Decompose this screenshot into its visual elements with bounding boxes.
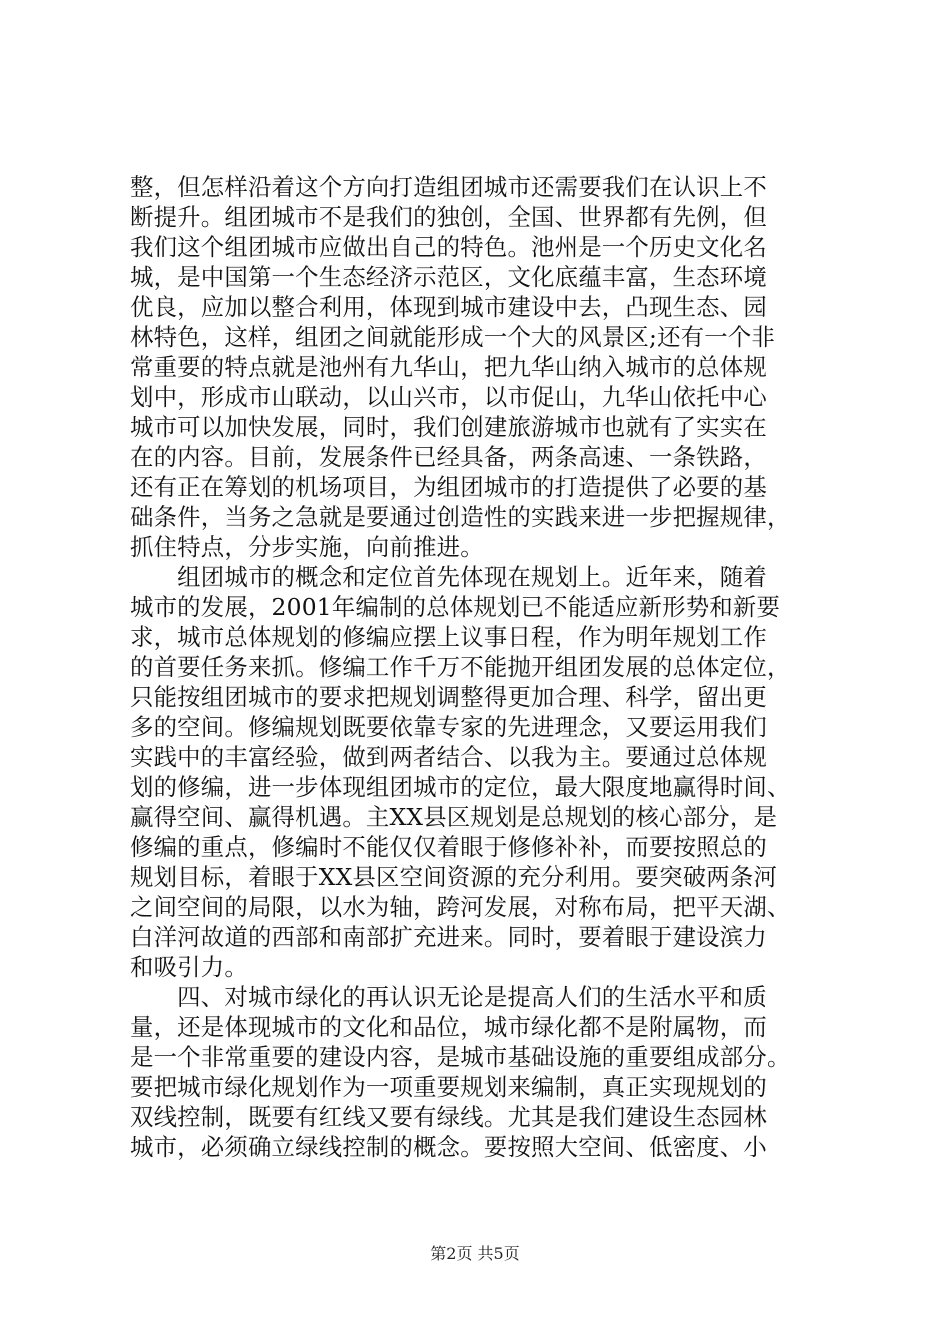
text-line: 划的修编，进一步体现组团城市的定位，最大限度地赢得时间、 <box>130 773 791 801</box>
text-line: 划中，形成市山联动，以山兴市，以市促山，九华山依托中心 <box>130 383 767 411</box>
text-line: 整，但怎样沿着这个方向打造组团城市还需要我们在认识上不 <box>130 173 767 201</box>
text-line: 常重要的特点就是池州有九华山，把九华山纳入城市的总体规 <box>130 353 767 381</box>
text-line: 在的内容。目前，发展条件已经具备，两条高速、一条铁路， <box>130 443 767 471</box>
text-line: 多的空间。修编规划既要依靠专家的先进理念，又要运用我们 <box>130 713 767 741</box>
text-line: 之间空间的局限，以水为轴，跨河发展，对称布局，把平天湖、 <box>130 893 791 921</box>
text-line: 还有正在筹划的机场项目，为组团城市的打造提供了必要的基 <box>130 473 767 501</box>
text-line: 城，是中国第一个生态经济示范区，文化底蕴丰富，生态环境 <box>130 263 767 291</box>
text-line: 量，还是体现城市的文化和品位，城市绿化都不是附属物，而 <box>130 1013 767 1041</box>
text-line: 双线控制，既要有红线又要有绿线。尤其是我们建设生态园林 <box>130 1103 767 1131</box>
text-line: 是一个非常重要的建设内容，是城市基础设施的重要组成部分。 <box>130 1043 791 1071</box>
text-line: 断提升。组团城市不是我们的独创，全国、世界都有先例，但 <box>130 203 767 231</box>
text-line: 优良，应加以整合利用，体现到城市建设中去，凸现生态、园 <box>130 293 767 321</box>
text-line: 础条件，当务之急就是要通过创造性的实践来进一步把握规律， <box>130 503 791 531</box>
text-line: 求，城市总体规划的修编应摆上议事日程，作为明年规划工作 <box>130 623 767 651</box>
text-line: 赢得空间、赢得机遇。主XX县区规划是总规划的核心部分，是 <box>130 803 778 831</box>
text-line: 组团城市的概念和定位首先体现在规划上。近年来，随着 <box>130 563 767 591</box>
text-line: 白洋河故道的西部和南部扩充进来。同时，要着眼于建设滨力 <box>130 923 767 951</box>
text-line: 修编的重点，修编时不能仅仅着眼于修修补补，而要按照总的 <box>130 833 767 861</box>
text-line: 城市可以加快发展，同时，我们创建旅游城市也就有了实实在 <box>130 413 767 441</box>
text-line: 城市，必须确立绿线控制的概念。要按照大空间、低密度、小 <box>130 1133 767 1161</box>
text-line: 实践中的丰富经验，做到两者结合、以我为主。要通过总体规 <box>130 743 767 771</box>
text-line: 抓住特点，分步实施，向前推进。 <box>130 533 484 561</box>
text-line: 的首要任务来抓。修编工作千万不能抛开组团发展的总体定位， <box>130 653 791 681</box>
text-line: 要把城市绿化规划作为一项重要规划来编制，真正实现规划的 <box>130 1073 767 1101</box>
text-line: 只能按组团城市的要求把规划调整得更加合理、科学，留出更 <box>130 683 767 711</box>
text-line: 四、对城市绿化的再认识无论是提高人们的生活水平和质 <box>130 983 767 1011</box>
text-line: 城市的发展，2001年编制的总体规划已不能适应新形势和新要 <box>130 593 781 621</box>
text-line: 林特色，这样，组团之间就能形成一个大的风景区;还有一个非 <box>130 323 776 351</box>
page-footer: 第2页 共5页 <box>430 1244 520 1263</box>
text-line: 和吸引力。 <box>130 953 248 981</box>
body-text <box>130 172 850 1162</box>
text-line: 规划目标，着眼于XX县区空间资源的充分利用。要突破两条河 <box>130 863 778 891</box>
text-line: 我们这个组团城市应做出自己的特色。池州是一个历史文化名 <box>130 233 767 261</box>
